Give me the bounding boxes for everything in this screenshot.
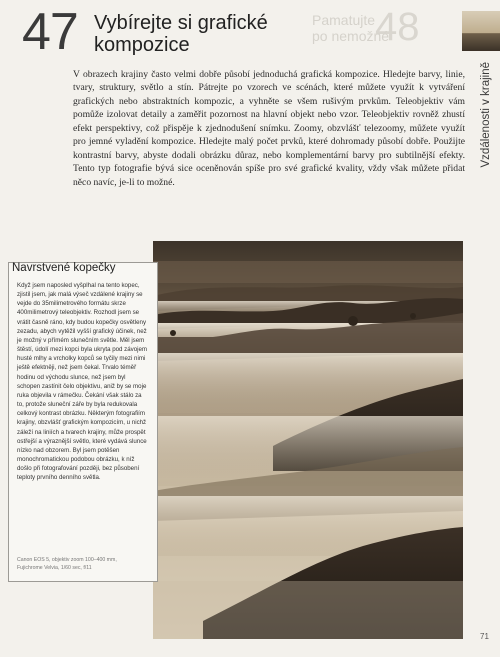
caption-line: Canon EOS 5, objektiv zoom 100–400 mm,	[17, 557, 117, 563]
next-tip-thumbnail	[462, 11, 500, 51]
page-number: 71	[480, 632, 489, 641]
tip-number: 47	[22, 3, 78, 61]
sidebar-title: Navrstvené kopečky	[12, 262, 116, 274]
tip-title: Vybírejte si grafické kompozice	[94, 12, 268, 56]
sidebar-text: Když jsem naposled vyšplhal na tento kopec, zjistil jsem, jak malá výseč vzdálené krajiny se vejde do 35milimetrového formátu skrze 400milimetrový teleobjektiv. Rozhodl jsem se vrátit časně ráno, kdy budou kopečky osvětleny zezadu, abych vytěžil vyšší grafický účinek, než je možný v přímém slunečním světle. Měl jsem štěstí, údolí mezi kopci byla ukryta pod závojem husté mlhy a vrcholky kopců se tyčily mezi nimi ještě efektněji, než jsem čekal. Trvalo téměř hodinu od východu slunce, než jsem byl schopen zastínit čelo objektivu, aniž by se moje ruka objevila v rámečku. Čekání však stálo za to, protože sluneční záře by byla redukovala celkový kontrast obrázku. Některým fotografiím krajiny, obzvlášť grafickým kompozicím, u nichž záleží na liniích a tvarech krajiny, může prospět ostřejší a výraznější světlo, které vydává slunce nízko nad obzorem. Byl jsem potěšen monochromatickou podobou obrázku, k níž došlo při fotografování později, bez působení teploty prvního denního světla.	[17, 282, 148, 482]
photo-caption	[17, 556, 147, 573]
caption-line: Fujichrome Velvia, 1/60 sec, f/11	[17, 565, 92, 572]
intro-paragraph: V obrazech krajiny často velmi dobře působí jednoduchá grafická kompozice. Hledejte barvy, linie, tvary, struktury, světlo a stín. Pátrejte po vzorech ve scénách, které můžete využít k vytváření grafických nebo abstraktních kompozic, a vyhněte se všem rušivým prvkům. Teleobjektiv vám pomůže izolovat detaily a zaměřit pozornost na hlavní objekt nebo vzor. Teleobjektiv rovněž zhustí efekt perspektivy, což přispěje k zjednodušení snímku. Zoomy, obzvlášť telezoomy, můžete využít pro jemné vyladění kompozice. Hledejte malý počet prvků, které dohromady působí dobře. Použijte kontrastní barvy, abyste dodali obrázku důraz, nebo komplementární barvy pro subtilnější efekty. Tento typ fotografie bývá sice oceněnován spíše pro své grafické kvality, vždy však můžete přidat něco navíc, je-li to možné.	[73, 69, 465, 188]
layered-hills-photo	[153, 241, 463, 639]
section-label	[477, 62, 495, 172]
next-tip-number: 48	[375, 5, 420, 49]
next-tip-title: Pamatujte po nemožné	[312, 12, 390, 44]
section-label-text: Vzdálenosti v krajině	[480, 62, 492, 168]
